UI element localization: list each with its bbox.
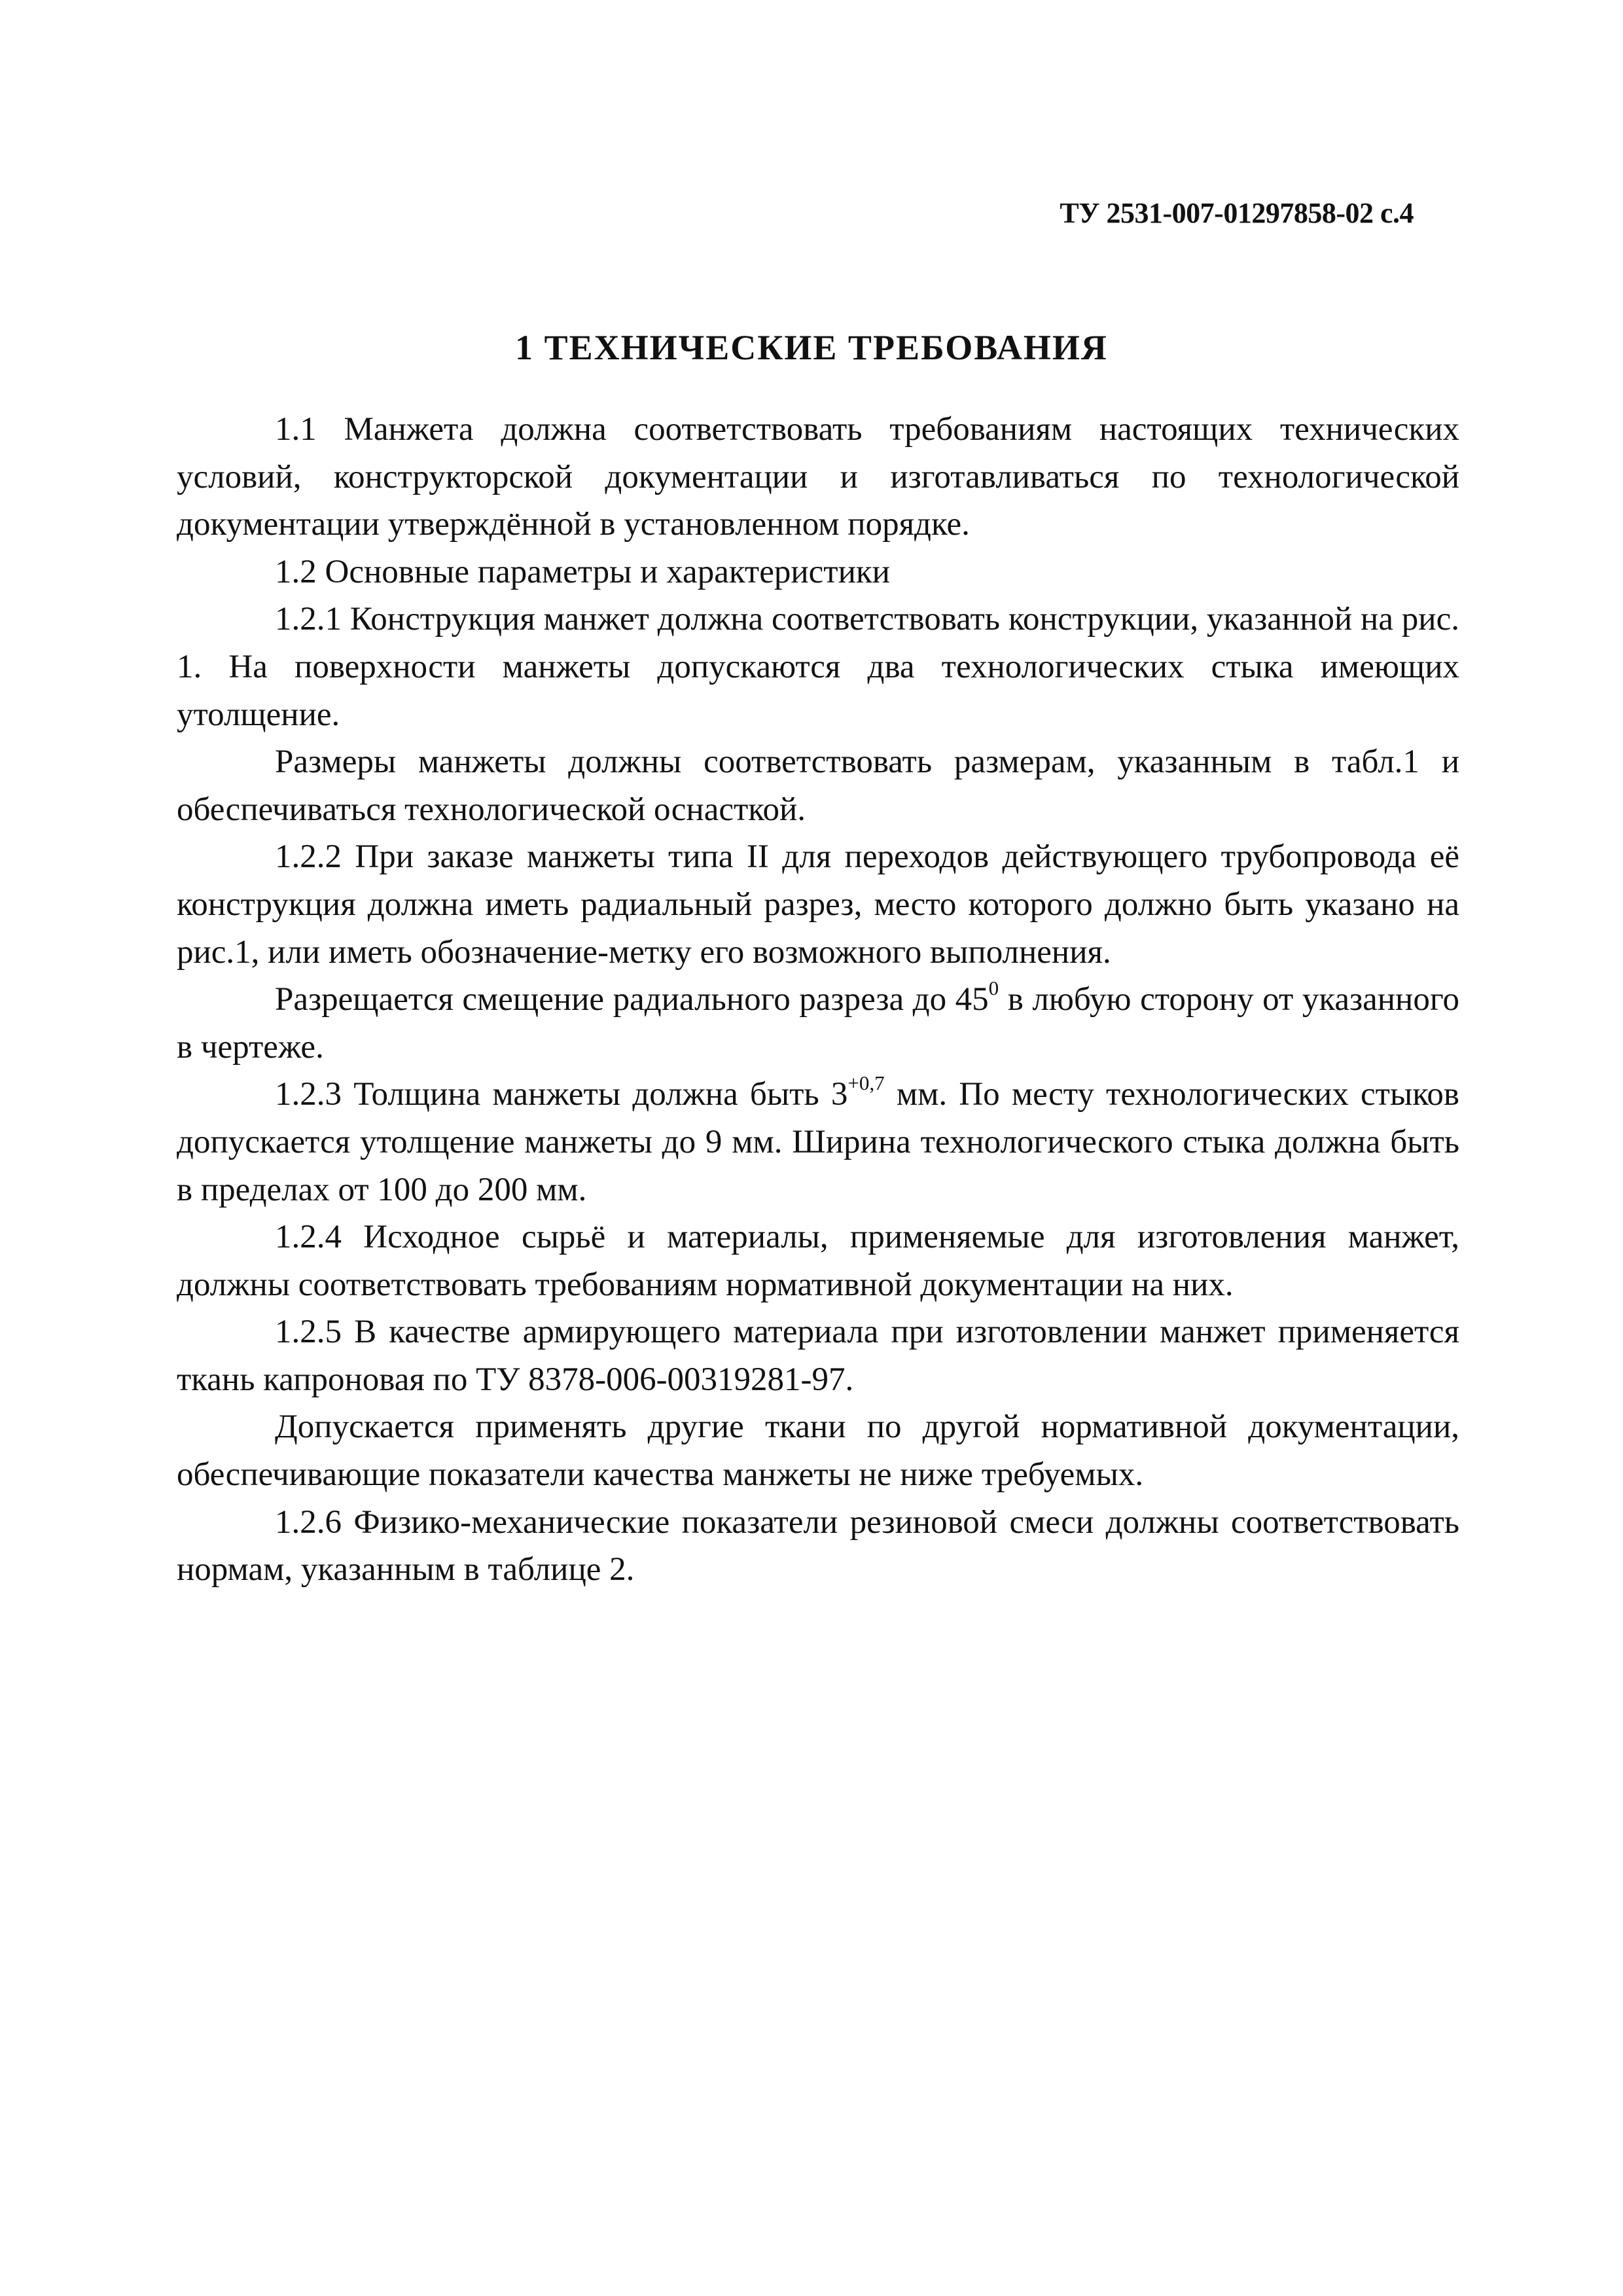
paragraph-1-2: 1.2 Основные параметры и характеристики (275, 553, 890, 590)
paragraph-1-1: 1.1 Манжета должна соответствовать требованиям настоящих технических условий, конструкторской документации и изготавливаться по технологической документации утверждённой в установленном порядке. (177, 411, 1459, 543)
thickness-text-after: мм. По месту технологических стыков допускается утолщение манжеты до 9 мм. Ширина технологического стыка должна быть в пределах от 100 до 200 мм. (177, 1076, 1460, 1208)
radial-offset-text-after: в любую сторону от указанного в чертеже. (177, 981, 1460, 1066)
section-title: 1 ТЕХНИЧЕСКИЕ ТРЕБОВАНИЯ (515, 328, 1108, 367)
paragraph-other-fabrics: Допускается применять другие ткани по другой нормативной документации, обеспечивающие показатели качества манжеты не ниже требуемых. (177, 1408, 1459, 1494)
radial-offset-text-before: Разрещается смещение радиального разреза до 45 (275, 981, 989, 1018)
degree-superscript: 0 (988, 977, 999, 1000)
paragraph-1-2-6: 1.2.6 Физико-механические показатели резиновой смеси должны соответствовать нормам, указанным в таблице 2. (177, 1503, 1459, 1588)
paragraph-1-2-4: 1.2.4 Исходное сырьё и материалы, применяемые для изготовления манжет, должны соответствовать требованиям нормативной документации на них. (177, 1219, 1459, 1303)
paragraph-radial-offset (177, 976, 1459, 1071)
paragraph-dimensions: Размеры манжеты должны соответствовать размерам, указанным в табл.1 и обеспечиваться технологической оснасткой. (177, 744, 1459, 828)
tolerance-superscript: +0,7 (847, 1071, 885, 1095)
thickness-text-before: 1.2.3 Толщина манжеты должна быть 3 (275, 1076, 848, 1113)
paragraph-1-2-2: 1.2.2 При заказе манжеты типа II для переходов действующего трубопровода её конструкция должна иметь радиальный разрез, место которого должно быть указано на рис.1, или иметь обозначение-метку его возможного выполнения. (177, 838, 1459, 971)
document-code-header: ТУ 2531-007-01297858-02 с.4 (1060, 197, 1414, 229)
paragraph-1-2-1: 1.2.1 Конструкция манжет должна соответствовать конструкции, указанной на рис. 1. На поверхности манжеты допускаются два технологических стыка имеющих утолщение. (177, 601, 1459, 733)
document-body (177, 406, 1459, 1594)
paragraph-1-2-5: 1.2.5 В качестве армирующего материала при изготовлении манжет применяется ткань капроновая по ТУ 8378-006-00319281-97. (177, 1314, 1459, 1398)
paragraph-1-2-3 (177, 1071, 1459, 1213)
